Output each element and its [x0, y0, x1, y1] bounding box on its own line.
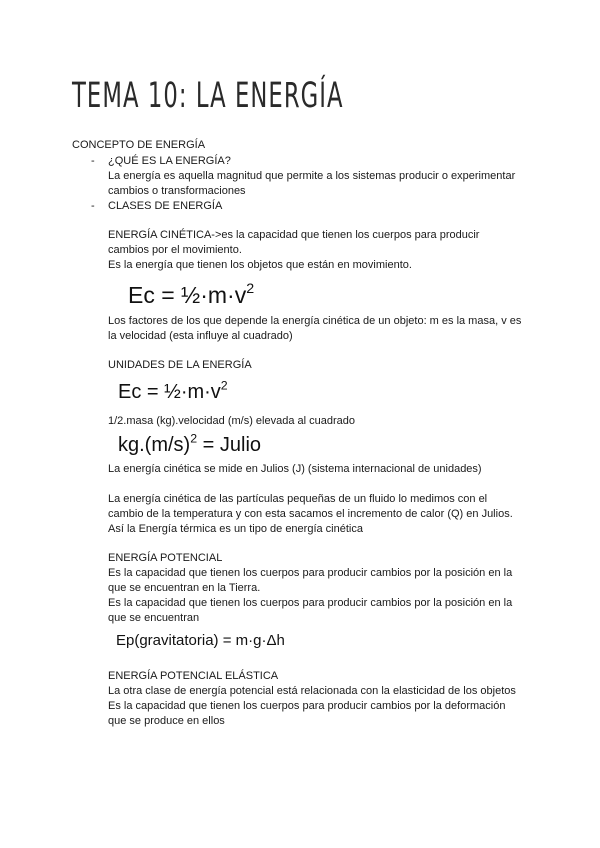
kinetic-energy-formula: $Ec = \frac{1}{2}\cdot m\cdot v^2$: [128, 281, 255, 308]
question-energy-types: CLASES DE ENERGÍA: [108, 200, 223, 212]
kinetic-energy-formula-small: $Ec = \frac{1}{2}\cdot m\cdot v^2$: [118, 378, 228, 403]
units-heading: UNIDADES DE LA ENERGÍA: [108, 359, 252, 371]
units-explanation: 1/2.masa (kg).velocidad (m/s) elevada al cuadrado: [108, 415, 356, 427]
elastic-energy-line: La otra clase de energía potencial está relacionada con la elasticidad de los objetos: [108, 685, 516, 697]
kinetic-energy-line: Es la energía que tienen los objetos que están en movimiento.: [108, 259, 412, 271]
potential-energy-heading: ENERGÍA POTENCIAL: [108, 552, 223, 564]
kinetic-factors-line: Los factores de los que depende la energía cinética de un objeto: m es la masa, v es: [108, 315, 522, 327]
potential-energy-line: Es la capacidad que tienen los cuerpos para producir cambios por la posición en la: [108, 567, 513, 579]
thermal-energy-line: cambio de la temperatura y con esta sacamos el incremento de calor (Q) en Julios.: [108, 508, 513, 520]
joule-unit-formula: $kg.(m/s)^2$ = Julio: [118, 431, 262, 456]
bullet-marker: -: [91, 200, 95, 212]
question-what-is-energy: ¿QUÉ ES LA ENERGÍA?: [108, 155, 231, 167]
potential-energy-line: Es la capacidad que tienen los cuerpos para producir cambios por la posición en la: [108, 597, 513, 609]
kinetic-energy-line: ENERGÍA CINÉTICA->es la capacidad que tienen los cuerpos para producir: [108, 229, 480, 241]
potential-energy-line: que se encuentran en la Tierra.: [108, 582, 261, 594]
bullet-marker: -: [91, 155, 95, 167]
units-measure-line: La energía cinética se mide en Julios (J) (sistema internacional de unidades): [108, 463, 482, 475]
elastic-energy-line: que se produce en ellos: [108, 715, 225, 727]
definition-line: cambios o transformaciones: [108, 185, 246, 197]
potential-energy-formula: Ep(gravitatoria) = m·g·Δh: [116, 632, 285, 649]
kinetic-factors-line: la velocidad (esta influye al cuadrado): [108, 330, 293, 342]
definition-line: La energía es aquella magnitud que permite a los sistemas producir o experimentar: [108, 170, 516, 182]
page-title: TEMA 10: LA ENERGÍA: [72, 76, 344, 116]
section-heading: CONCEPTO DE ENERGÍA: [72, 139, 206, 151]
elastic-energy-line: Es la capacidad que tienen los cuerpos para producir cambios por la deformación: [108, 700, 506, 712]
thermal-energy-line: La energía cinética de las partículas pequeñas de un fluido lo medimos con el: [108, 493, 488, 505]
kinetic-energy-line: cambios por el movimiento.: [108, 244, 242, 256]
elastic-energy-heading: ENERGÍA POTENCIAL ELÁSTICA: [108, 670, 279, 682]
thermal-energy-line: Así la Energía térmica es un tipo de energía cinética: [108, 523, 363, 535]
potential-energy-line: que se encuentran: [108, 612, 200, 624]
